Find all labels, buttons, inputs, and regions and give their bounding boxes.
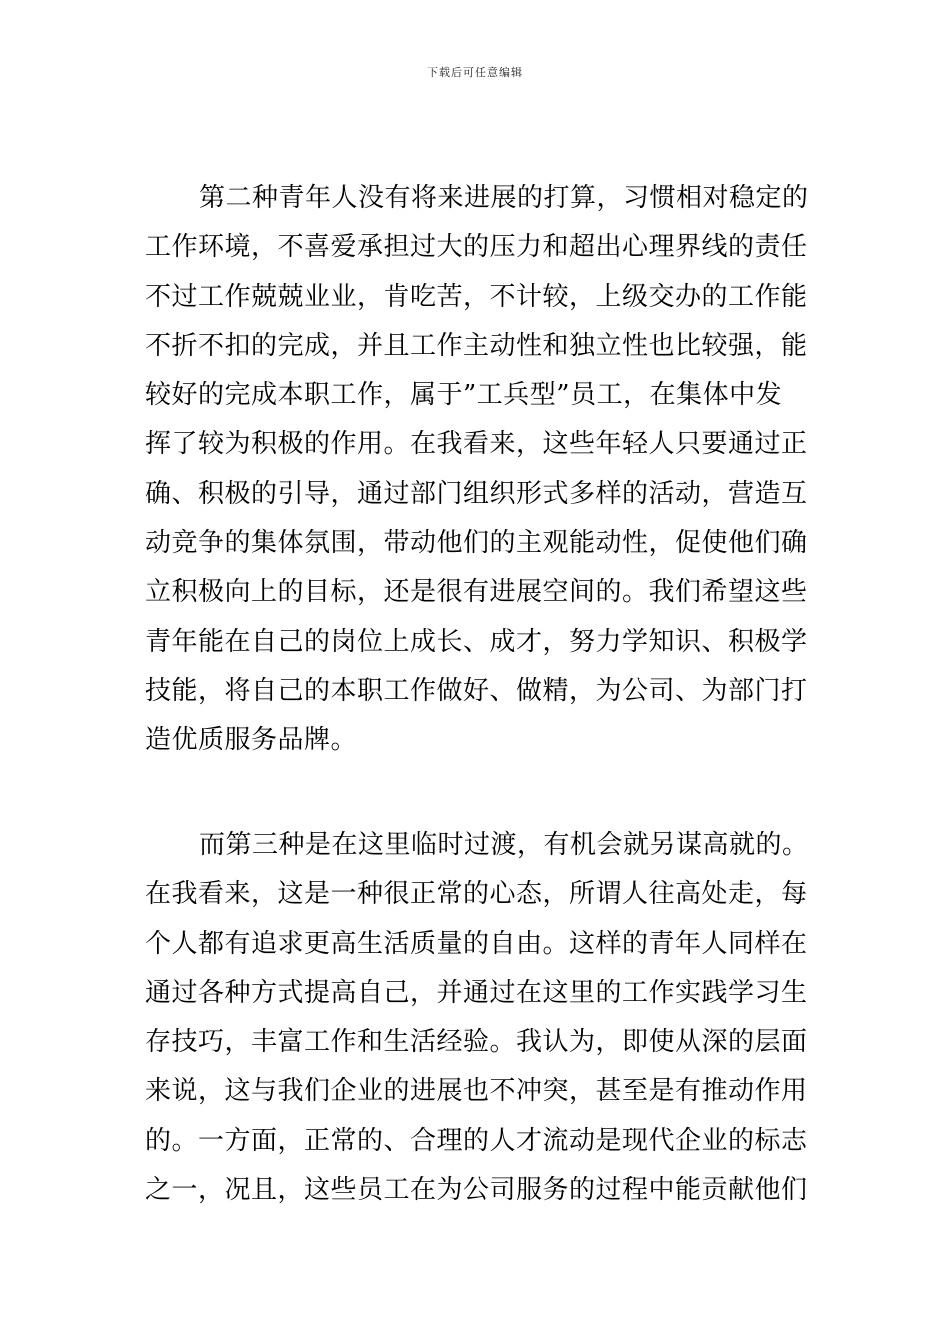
paragraph-line: 确、积极的引导，通过部门组织形式多样的活动，营造互 — [145, 478, 808, 509]
paragraph-line: 挥了较为积极的作用。在我看来，这些年轻人只要通过正 — [145, 429, 808, 460]
paragraph-line: 较好的完成本职工作，属于”工兵型”员工，在集体中发 — [145, 380, 783, 411]
paragraph-line: 技能，将自己的本职工作做好、做精，为公司、为部门打 — [145, 675, 808, 706]
paragraph-line: 之一，况且，这些员工在为公司服务的过程中能贡献他们 — [145, 1175, 808, 1206]
page-header: 下载后可任意编辑 — [427, 66, 523, 79]
paragraph-line: 造优质服务品牌。 — [145, 725, 358, 756]
paragraph-line: 不过工作兢兢业业，肯吃苦，不计较，上级交办的工作能 — [145, 281, 808, 312]
paragraph-line: 的。一方面，正常的、合理的人才流动是现代企业的标志 — [145, 1125, 808, 1156]
paragraph-line: 来说，这与我们企业的进展也不冲突，甚至是有推动作用 — [145, 1076, 808, 1107]
paragraph-line: 立积极向上的目标，还是很有进展空间的。我们希望这些 — [145, 577, 808, 608]
paragraph-line: 不折不扣的完成，并且工作主动性和独立性也比较强，能 — [145, 330, 808, 361]
paragraph-line: 在我看来，这是一种很正常的心态，所谓人往高处走，每 — [145, 879, 808, 910]
paragraph-line: 青年能在自己的岗位上成长、成才，努力学知识、积极学 — [145, 626, 808, 657]
paragraph-line: 而第三种是在这里临时过渡，有机会就另谋高就的。 — [199, 830, 809, 860]
paragraph-line: 工作环境，不喜爱承担过大的压力和超出心理界线的责任 — [145, 232, 808, 263]
paragraph-line: 个人都有追求更高生活质量的自由。这样的青年人同样在 — [145, 928, 808, 959]
paragraph-line: 存技巧，丰富工作和生活经验。我认为，即使从深的层面 — [145, 1027, 808, 1058]
paragraph-line: 动竞争的集体氛围，带动他们的主观能动性，促使他们确 — [145, 528, 808, 559]
paragraph-line: 通过各种方式提高自己，并通过在这里的工作实践学习生 — [145, 977, 808, 1008]
paragraph-2 — [145, 821, 810, 1215]
paragraph-line: 第二种青年人没有将来进展的打算，习惯相对稳定的 — [199, 183, 809, 213]
paragraph-1 — [145, 174, 810, 766]
